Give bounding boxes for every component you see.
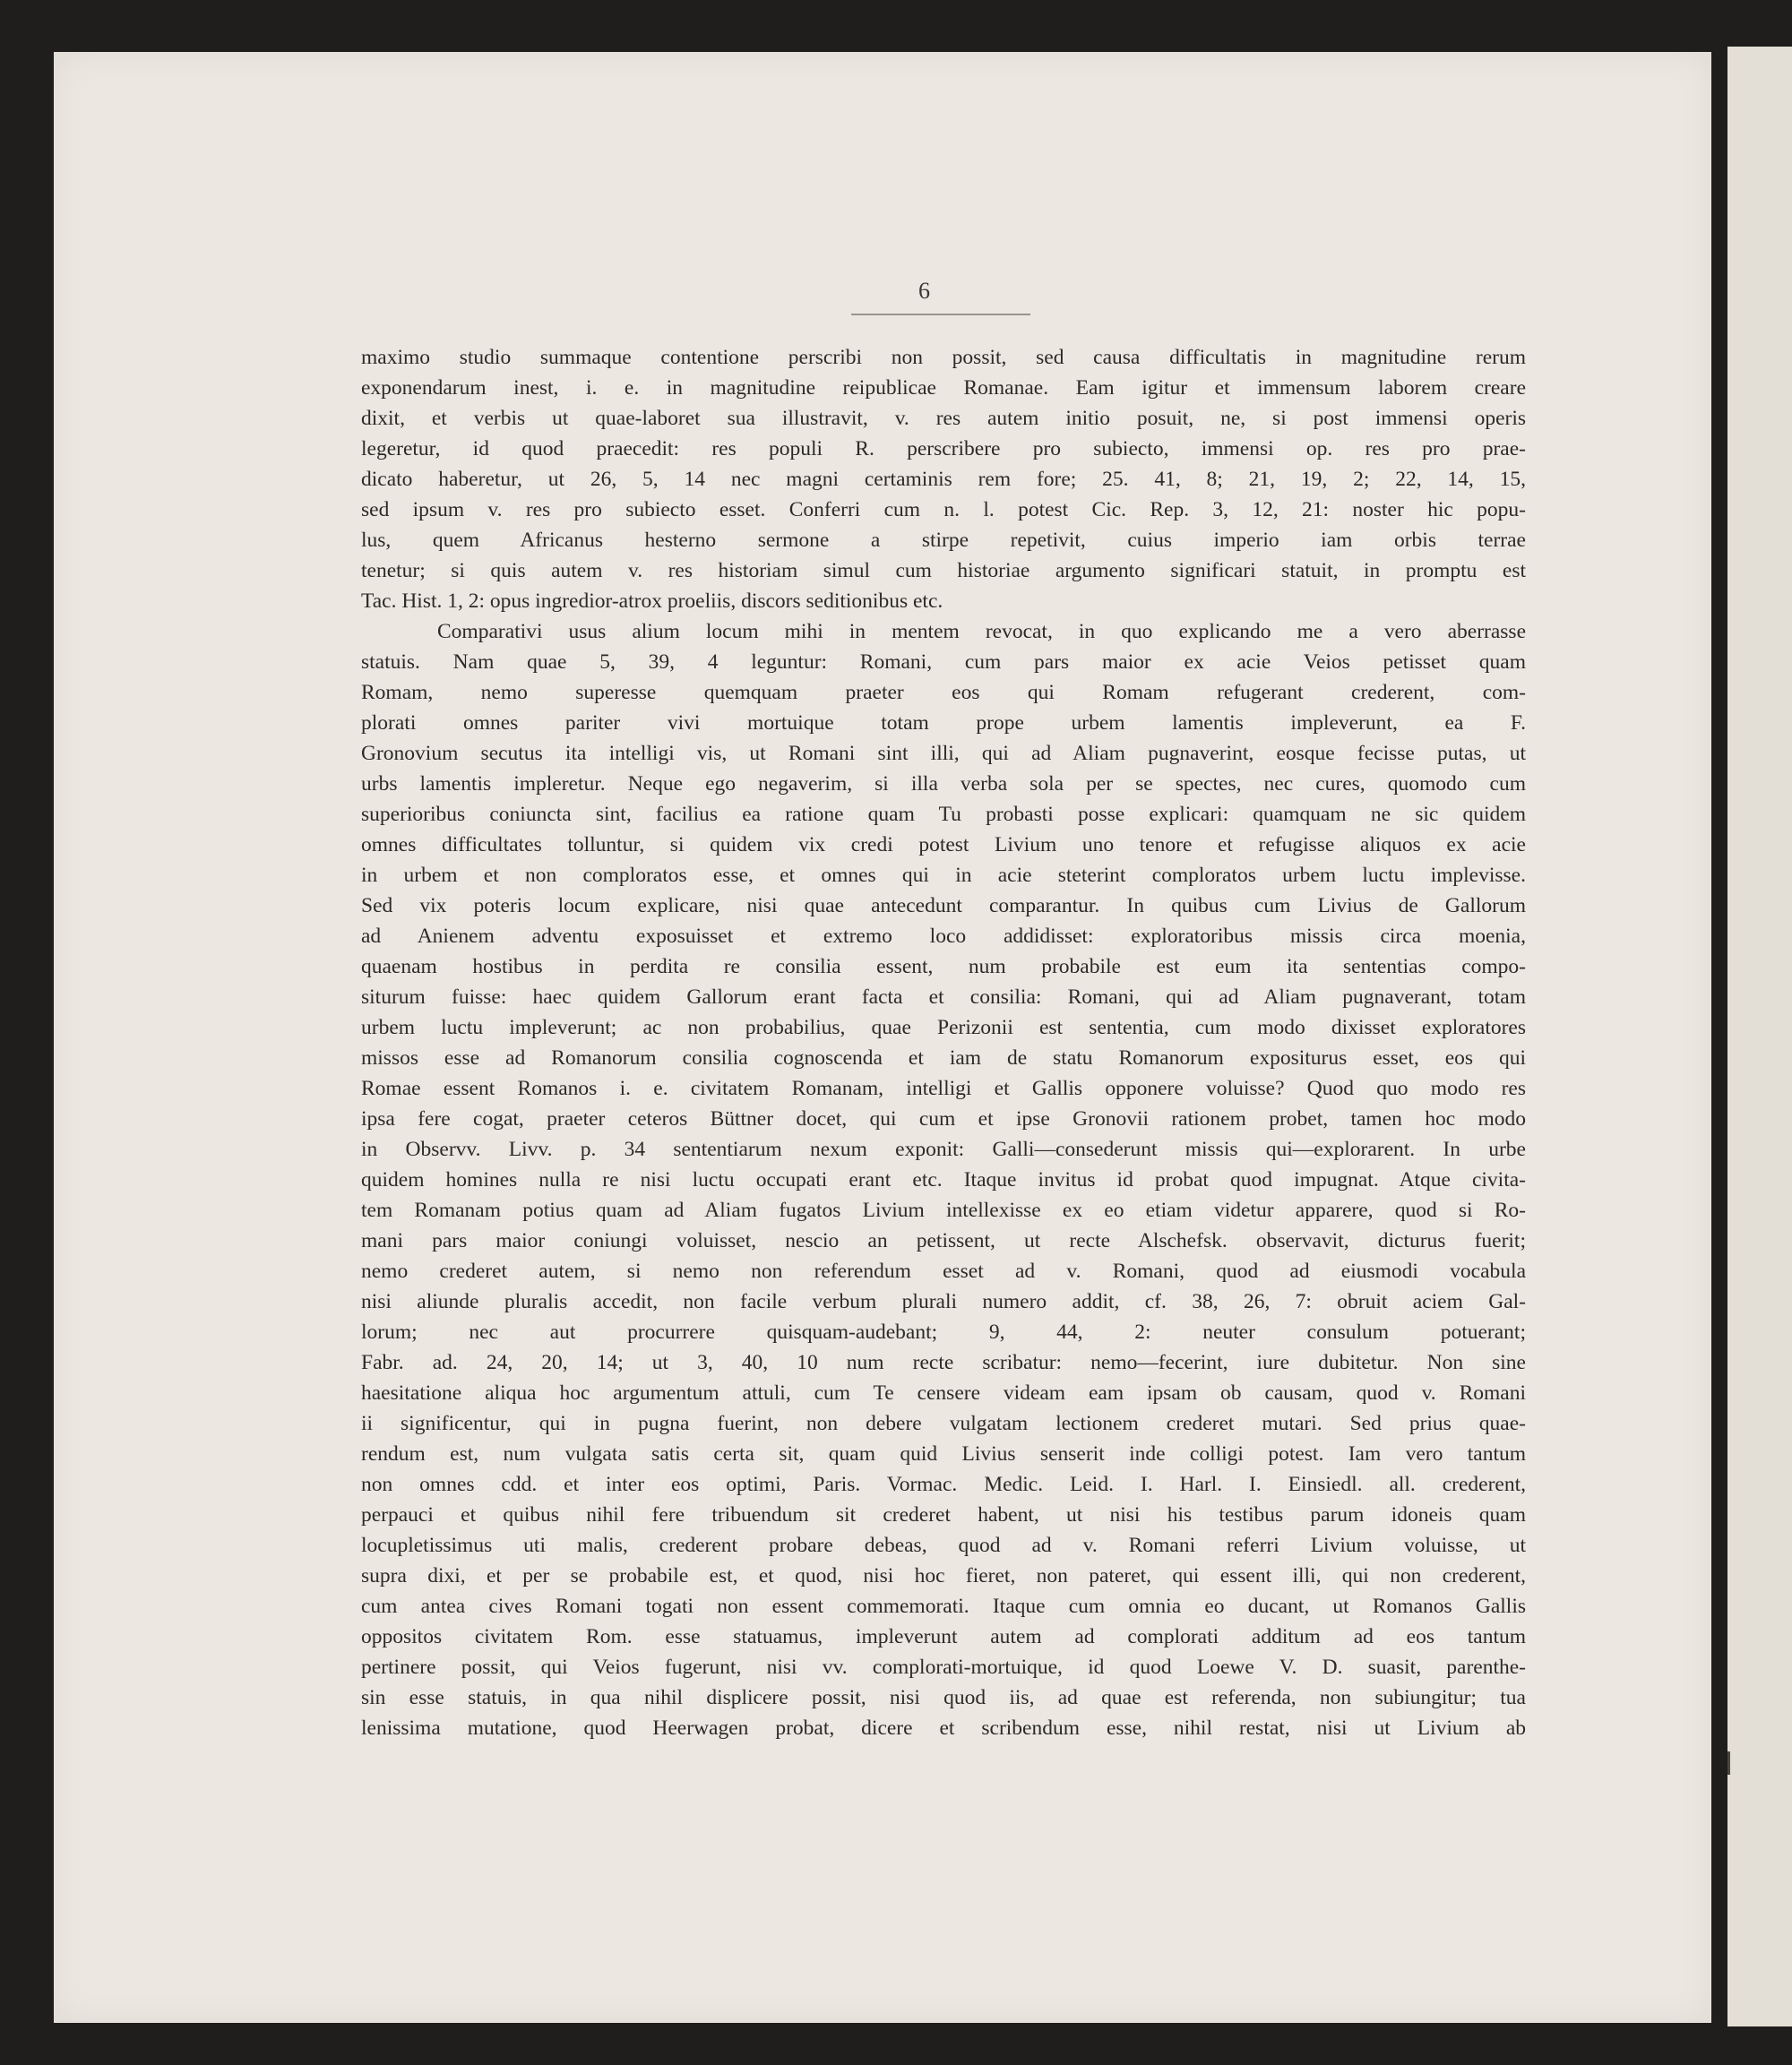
text-line: sin esse statuis, in qua nihil displicere possit, nisi quod iis, ad quae est referenda, non subiungitur; tua	[361, 1686, 1526, 1709]
text-line: rendum est, num vulgata satis certa sit, quam quid Livius senserit inde colligi potest. Iam vero tantum	[361, 1442, 1526, 1466]
text-line: mani pars maior coniungi voluisset, nescio an petissent, ut recte Alschefsk. observavit, dicturus fuerit;	[361, 1229, 1526, 1252]
text-line: lenissima mutatione, quod Heerwagen probat, dicere et scribendum esse, nihil restat, nisi ut Livium ab	[361, 1717, 1526, 1740]
text-line: Fabr. ad. 24, 20, 14; ut 3, 40, 10 num recte scribatur: nemo—fecerint, iure dubitetur. Non sine	[361, 1351, 1526, 1374]
text-line: Romam, nemo superesse quemquam praeter eos qui Romam refugerant crederent, com-	[361, 681, 1526, 704]
text-line: quaenam hostibus in perdita re consilia essent, num probabile est eum ita sententias compo-	[361, 955, 1526, 978]
text-line: omnes difficultates tolluntur, si quidem vix credi potest Livium uno tenore et refugisse aliquos ex acie	[361, 833, 1526, 856]
text-line: Tac. Hist. 1, 2: opus ingredior-atrox proeliis, discors seditionibus etc.	[361, 589, 943, 613]
facing-page-mark	[1727, 1751, 1730, 1775]
text-line: tenetur; si quis autem v. res historiam simul cum historiae argumento significari statuit, in promptu est	[361, 559, 1526, 582]
page-number-rule	[851, 314, 1030, 315]
text-line: urbs lamentis impleretur. Neque ego negaverim, si illa verba sola per se spectes, nec cures, quomodo cum	[361, 772, 1526, 796]
text-line: in Observv. Livv. p. 34 sententiarum nexum exponit: Galli—consederunt missis qui—explorarent. In urbe	[361, 1138, 1526, 1161]
text-line: lorum; nec aut procurrere quisquam-audebant; 9, 44, 2: neuter consulum potuerant;	[361, 1321, 1526, 1344]
body-text	[361, 342, 1526, 1743]
text-line: cum antea cives Romani togati non essent commemorati. Itaque cum omnia eo ducant, ut Romanos Gallis	[361, 1595, 1526, 1618]
text-line: Romae essent Romanos i. e. civitatem Romanam, intelligi et Gallis opponere voluisse? Quod quo modo res	[361, 1077, 1526, 1100]
text-line: nisi aliunde pluralis accedit, non facile verbum plurali numero addit, cf. 38, 26, 7: obruit aciem Gal-	[361, 1290, 1526, 1313]
text-line: pertinere possit, qui Veios fugerunt, nisi vv. complorati-mortuique, id quod Loewe V. D. suasit, parenthe-	[361, 1656, 1526, 1679]
text-line: haesitatione aliqua hoc argumentum attuli, cum Te censere videam eam ipsam ob causam, quod v. Romani	[361, 1381, 1526, 1405]
text-line: lus, quem Africanus hesterno sermone a stirpe repetivit, cuius imperio iam orbis terrae	[361, 529, 1526, 552]
facing-page-edge	[1727, 47, 1792, 2026]
text-line: Sed vix poteris locum explicare, nisi quae antecedunt comparantur. In quibus cum Livius de Gallorum	[361, 894, 1526, 917]
text-line: legeretur, id quod praecedit: res populi R. perscribere pro subiecto, immensi op. res pro prae-	[361, 437, 1526, 460]
text-line: quidem homines nulla re nisi luctu occupati erant etc. Itaque invitus id probat quod impugnat. Atque civita-	[361, 1168, 1526, 1192]
text-line: ii significentur, qui in pugna fuerint, non debere vulgatam lectionem crederet mutari. Sed prius quae-	[361, 1412, 1526, 1435]
paragraph-start: Comparativi usus alium locum mihi in mentem revocat, in quo explicando me a vero aberrasse	[437, 620, 1526, 643]
page-number: 6	[918, 278, 930, 304]
text-line: superioribus coniuncta sint, facilius ea ratione quam Tu probasti posse explicari: quamquam ne sic quidem	[361, 803, 1526, 826]
text-line: statuis. Nam quae 5, 39, 4 leguntur: Romani, cum pars maior ex acie Veios petisset quam	[361, 650, 1526, 674]
text-line: plorati omnes pariter vivi mortuique totam prope urbem lamentis impleverunt, ea F.	[361, 711, 1526, 735]
text-line: siturum fuisse: haec quidem Gallorum erant facta et consilia: Romani, qui ad Aliam pugnaverant, totam	[361, 985, 1526, 1009]
text-line: locupletissimus uti malis, crederent probare debeas, quod ad v. Romani referri Livium voluisse, ut	[361, 1534, 1526, 1557]
text-line: tem Romanam potius quam ad Aliam fugatos Livium intellexisse ex eo etiam videtur apparere, quod si Ro-	[361, 1199, 1526, 1222]
text-line: nemo crederet autem, si nemo non referendum esset ad v. Romani, quod ad eiusmodi vocabula	[361, 1260, 1526, 1283]
text-line: perpauci et quibus nihil fere tribuendum sit crederet habent, ut nisi his testibus parum idoneis quam	[361, 1503, 1526, 1527]
text-line: dicato haberetur, ut 26, 5, 14 nec magni certaminis rem fore; 25. 41, 8; 21, 19, 2; 22, 14, 15,	[361, 468, 1526, 491]
text-line: ad Anienem adventu exposuisset et extremo loco addidisset: exploratoribus missis circa moenia,	[361, 925, 1526, 948]
text-line: sed ipsum v. res pro subiecto esset. Conferri cum n. l. potest Cic. Rep. 3, 12, 21: noster hic popu-	[361, 498, 1526, 521]
text-line: dixit, et verbis ut quae-laboret sua illustravit, v. res autem initio posuit, ne, si post immensi operis	[361, 407, 1526, 430]
text-line: maximo studio summaque contentione perscribi non possit, sed causa difficultatis in magnitudine rerum	[361, 346, 1526, 369]
text-line: urbem luctu impleverunt; ac non probabilius, quae Perizonii est sententia, cum modo dixisset exploratores	[361, 1016, 1526, 1039]
text-line: non omnes cdd. et inter eos optimi, Paris. Vormac. Medic. Leid. I. Harl. I. Einsiedl. all. crederent,	[361, 1473, 1526, 1496]
text-line: missos esse ad Romanorum consilia cognoscenda et iam de statu Romanorum expositurus esset, eos qui	[361, 1046, 1526, 1070]
text-line: exponendarum inest, i. e. in magnitudine reipublicae Romanae. Eam igitur et immensum laborem creare	[361, 376, 1526, 400]
text-line: in urbem et non comploratos esse, et omnes qui in acie steterint comploratos urbem luctu implevisse.	[361, 864, 1526, 887]
text-line: supra dixi, et per se probabile est, et quod, nisi hoc fieret, non pateret, qui essent illi, qui non crederent,	[361, 1564, 1526, 1587]
text-line: Gronovium secutus ita intelligi vis, ut Romani sint illi, qui ad Aliam pugnaverint, eosque fecisse putas, ut	[361, 742, 1526, 765]
text-line: oppositos civitatem Rom. esse statuamus, impleverunt autem ad complorati additum ad eos tantum	[361, 1625, 1526, 1648]
text-line: ipsa fere cogat, praeter ceteros Büttner docet, qui cum et ipse Gronovii rationem probet, tamen hoc modo	[361, 1107, 1526, 1131]
